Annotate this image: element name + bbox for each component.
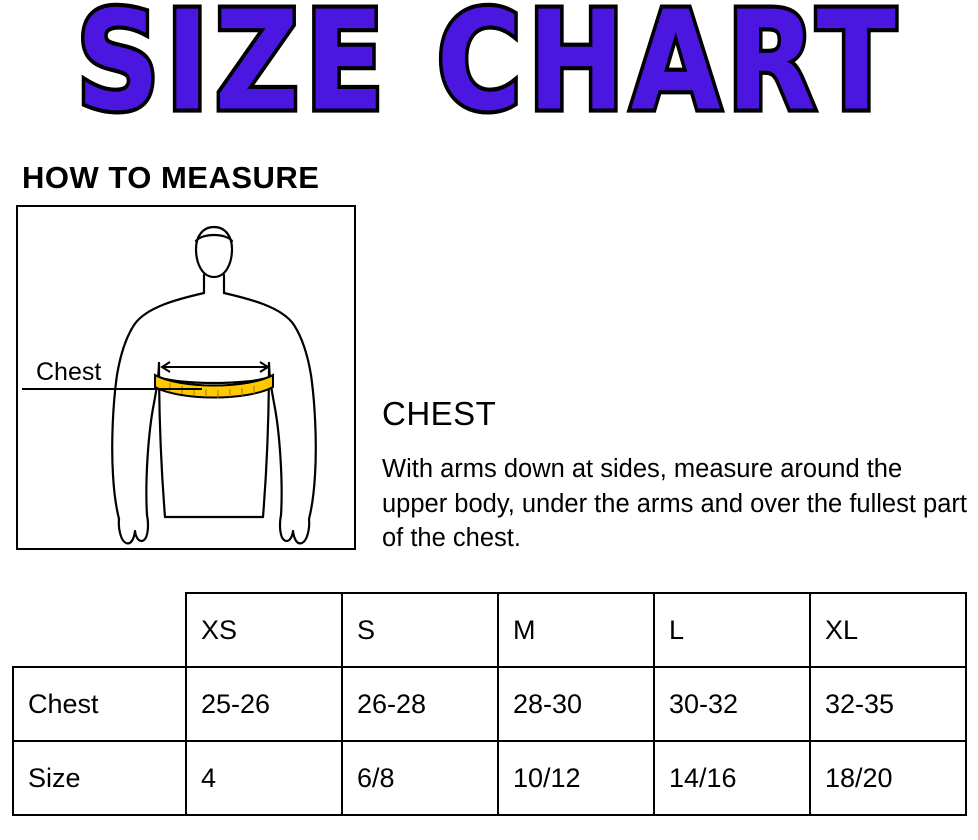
cell-chest-m: 28-30: [498, 667, 654, 741]
cell-size-xs: 4: [186, 741, 342, 815]
table-header-xs: XS: [186, 593, 342, 667]
page-title: SIZE CHART: [76, 0, 902, 142]
cell-chest-l: 30-32: [654, 667, 810, 741]
cell-chest-xl: 32-35: [810, 667, 966, 741]
table-row-label-chest: Chest: [13, 667, 186, 741]
how-to-measure-label: HOW TO MEASURE: [22, 160, 320, 195]
chest-leader-line: [22, 388, 202, 390]
description-heading: CHEST: [382, 395, 497, 432]
cell-size-m: 10/12: [498, 741, 654, 815]
description-body: With arms down at sides, measure around the upper body, under the arms and over the fullest part of the chest.: [382, 455, 967, 553]
table-corner-cell: [13, 593, 186, 667]
cell-size-l: 14/16: [654, 741, 810, 815]
table-row: [13, 667, 966, 741]
cell-size-s: 6/8: [342, 741, 498, 815]
table-row-label-size: Size: [13, 741, 186, 815]
table-header-row: [13, 593, 966, 667]
table-header-s: S: [342, 593, 498, 667]
cell-chest-xs: 25-26: [186, 667, 342, 741]
table-row: [13, 741, 966, 815]
size-table: [12, 592, 967, 816]
tape-measure-icon: [155, 375, 273, 398]
cell-chest-s: 26-28: [342, 667, 498, 741]
chest-callout-label: Chest: [33, 358, 104, 387]
table-header-xl: XL: [810, 593, 966, 667]
table-header-l: L: [654, 593, 810, 667]
table-header-m: M: [498, 593, 654, 667]
cell-size-xl: 18/20: [810, 741, 966, 815]
